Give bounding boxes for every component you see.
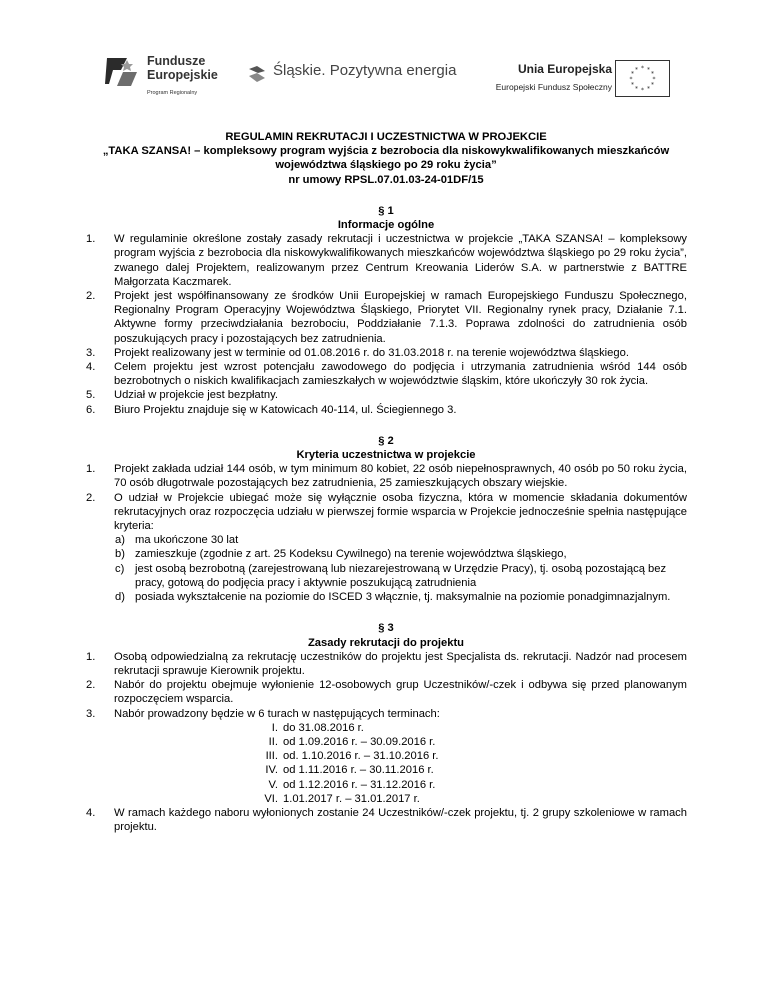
eu-flag-icon xyxy=(615,60,670,97)
criteria-item: b) zamieszkuje (zgodnie z art. 25 Kodeksu Cywilnego) na terenie województwa śląskiego, xyxy=(115,548,567,561)
fe-program: Program Regionalny xyxy=(147,90,198,96)
svg-text:*: * xyxy=(635,66,638,74)
fundusze-europejskie-logo xyxy=(103,48,243,103)
slaskie-bird-icon xyxy=(246,63,268,85)
round-item: V. od 1.12.2016 r. – 31.12.2016 r. xyxy=(268,778,436,791)
slaskie-text: Śląskie. Pozytywna energia xyxy=(273,62,457,79)
list-item: 5. Udział w projekcie jest bezpłatny. xyxy=(86,389,278,402)
ue-name: Unia Europejska xyxy=(517,62,612,76)
section-2-title: Kryteria uczestnictwa w projekcie xyxy=(296,449,476,462)
svg-text:*: * xyxy=(635,85,638,93)
document-body xyxy=(85,130,687,834)
list-item: 2. O udział w Projekcie ubiegać może się wyłącznie osoba fizyczna, która w momencie składania dokumentów rekrutacyjnych oraz rozpoczęcia udziału w pierwszej formie wsparcia w Projekcie jednocześnie spełnia następujące kryteria: xyxy=(86,491,687,533)
fe-name: Fundusze Europejskie xyxy=(147,54,218,82)
document-title: REGULAMIN REKRUTACJI I UCZESTNICTWA W PROJEKCIE „TAKA SZANSA! – kompleksowy program wyjścia z bezrobocia dla niskowykwalifikowanych mieszkańców województwa śląskiego po 29 roku życia” nr umowy RPSL.07.01.03-24-01DF/15 xyxy=(102,131,670,186)
svg-text:*: * xyxy=(629,76,633,83)
svg-text:*: * xyxy=(652,76,656,83)
criteria-item: a) ma ukończone 30 lat xyxy=(115,534,239,547)
svg-text:*: * xyxy=(641,87,644,94)
svg-text:*: * xyxy=(631,70,634,78)
list-item: 2. Projekt jest współfinansowany ze środków Unii Europejskiej w ramach Europejskiego Funduszu Społecznego, Regionalny Program Operacyjny Województwa Śląskiego, Priorytet VII. Regionalny rynek pracy, Działanie 7.1. Aktywne formy przeciwdziałania bezrobociu, Poddziałanie 7.1.3. Poprawa zdolności do zatrudnienia osób poszukujących pracy i pozostających bez zatrudnienia. xyxy=(86,290,687,345)
svg-text:*: * xyxy=(647,85,650,93)
list-item: 1. Projekt zakłada udział 144 osób, w tym minimum 80 kobiet, 22 osób niepełnosprawnych, 40 osób po 50 roku życia, 70 osób długotrwale pozostających bez zatrudnienia, 25 zamieszkujących obszary wiejskie. xyxy=(86,463,687,490)
round-item: I. do 31.08.2016 r. xyxy=(271,721,364,734)
round-item: II. od 1.09.2016 r. – 30.09.2016 r. xyxy=(268,735,436,748)
svg-text:*: * xyxy=(651,81,654,89)
svg-text:*: * xyxy=(651,70,654,78)
fe-star-icon xyxy=(103,54,139,94)
svg-text:*: * xyxy=(631,81,634,89)
section-3-number: § 3 xyxy=(378,622,394,635)
round-item: IV. od 1.11.2016 r. – 30.11.2016 r. xyxy=(265,764,434,777)
criteria-item: d) posiada wykształcenie na poziomie do ISCED 3 włącznie, tj. maksymalnie na poziomie ponadgimnazjalnym. xyxy=(115,591,671,604)
svg-text:*: * xyxy=(647,66,650,74)
svg-text:*: * xyxy=(641,65,644,72)
list-item: 4. W ramach każdego naboru wyłonionych zostanie 24 Uczestników/-czek projektu, tj. 2 grupy szkoleniowe w ramach projektu. xyxy=(86,806,687,834)
list-item: 4. Celem projektu jest wzrost potencjału zawodowego do podjęcia i utrzymania zatrudnienia wśród 144 osób bezrobotnych o niskich kwalifikacjach zamieszkałych w województwie śląskim, które ukończyły 30 rok życia. xyxy=(86,361,687,388)
list-item: 3. Nabór prowadzony będzie w 6 turach w następujących terminach: xyxy=(86,707,440,720)
list-item: 2. Nabór do projektu obejmuje wyłonienie 12-osobowych grup Uczestników/-czek i odbywa się przed planowanym rozpoczęciem wsparcia. xyxy=(86,679,687,706)
list-item: 1. W regulaminie określone zostały zasady rekrutacji i uczestnictwa w projekcie „TAKA SZANSA! – kompleksowy program wyjścia z bezrobocia dla niskowykwalifikowanych mieszkańców województwa śląskiego po 29 roku życia”, zwanego dalej Projektem, realizowanym przez Centrum Kreowania Liderów S.A. w partnerstwie z BATTRE Małgorzata Kaczmarek. xyxy=(86,233,687,288)
section-1-title: Informacje ogólne xyxy=(337,219,435,232)
logo-bar xyxy=(0,0,768,110)
list-item: 3. Projekt realizowany jest w terminie od 01.08.2016 r. do 31.03.2018 r. na terenie województwa śląskiego. xyxy=(86,346,629,359)
section-2-number: § 2 xyxy=(378,434,394,447)
round-item: III. od. 1.10.2016 r. – 31.10.2016 r. xyxy=(265,750,439,763)
unia-europejska-logo xyxy=(488,60,668,110)
criteria-item: c) jest osobą bezrobotną (zarejestrowaną lub niezarejestrowaną w Urzędzie Pracy), tj. osobą pozostającą bez pracy, gotową do podjęcia pracy i aktywnie poszukującą zatrudnienia xyxy=(115,562,667,589)
list-item: 1. Osobą odpowiedzialną za rekrutację uczestników do projektu jest Specjalista ds. rekrutacji. Nadzór nad procesem rekrutacji sprawuje Kierownik projektu. xyxy=(86,650,687,677)
ue-fund: Europejski Fundusz Społeczny xyxy=(495,82,612,92)
section-1-number: § 1 xyxy=(378,204,394,217)
section-3-title: Zasady rekrutacji do projektu xyxy=(307,636,465,649)
list-item: 6. Biuro Projektu znajduje się w Katowicach 40-114, ul. Ściegiennego 3. xyxy=(86,403,457,416)
round-item: VI. 1.01.2017 r. – 31.01.2017 r. xyxy=(264,792,420,805)
